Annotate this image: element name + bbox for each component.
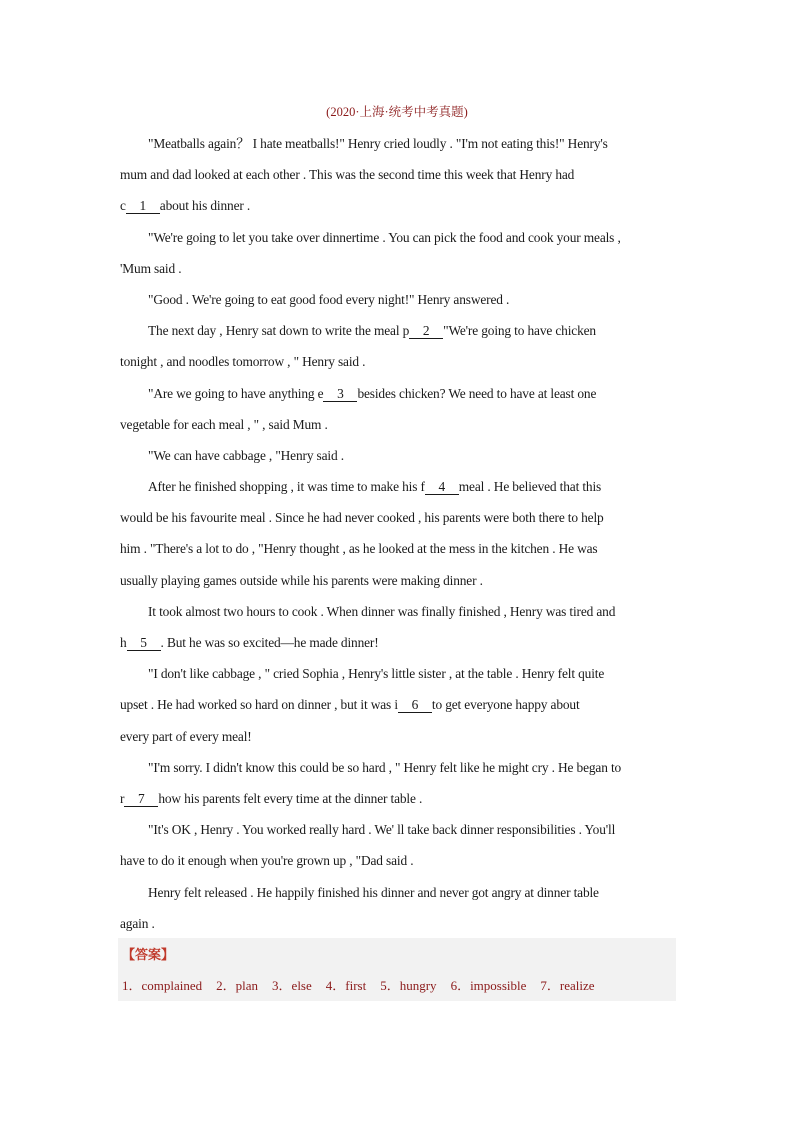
answer-item: 7．realize: [540, 978, 595, 993]
passage-text: upset . He had worked so hard on dinner , but it was i: [120, 697, 398, 713]
passage-line: [120, 814, 676, 845]
passage-line: [120, 440, 676, 471]
answer-item: 6．impossible: [450, 978, 527, 993]
passage-text: "We're going to let you take over dinnertime . You can pick the food and cook your meals ,: [148, 229, 621, 245]
passage-text: The next day , Henry sat down to write the meal p: [148, 323, 410, 339]
passage-line: [120, 533, 676, 564]
passage-text: have to do it enough when you're grown up , "Dad said .: [120, 853, 414, 869]
passage-line: [120, 315, 676, 346]
passage-line: [120, 689, 676, 720]
blank-3: 3: [323, 386, 357, 402]
passage-text: "I don't like cabbage , " cried Sophia , Henry's little sister , at the table . Henry felt quite: [148, 666, 605, 682]
answer-item: 2．plan: [216, 978, 259, 993]
passage-text: every part of every meal!: [120, 728, 252, 744]
passage-line: [120, 502, 676, 533]
source-citation: (2020·上海·统考中考真题): [326, 105, 468, 119]
passage-text: Henry felt released . He happily finished his dinner and never got angry at dinner table: [148, 884, 599, 900]
passage-line: [120, 658, 676, 689]
passage-text: "Meatballs again？ I hate meatballs!" Henry cried loudly . "I'm not eating this!" Henry's: [148, 136, 608, 151]
passage-line: [120, 721, 676, 752]
passage-line: [120, 752, 676, 783]
blank-2: 2: [409, 323, 443, 339]
passage-line: [120, 596, 676, 627]
passage-text: . But he was so excited—he made dinner!: [160, 635, 379, 650]
passage-text: besides chicken? We need to have at least one: [357, 385, 597, 401]
answer-box: [118, 938, 676, 1001]
passage-line: [120, 908, 676, 939]
passage-text: would be his favourite meal . Since he had never cooked , his parents were both there to help: [120, 510, 604, 526]
passage-text: about his dinner .: [159, 198, 251, 214]
passage-text: After he finished shopping , it was time to make his f: [148, 479, 425, 495]
passage-text: 'Mum said .: [120, 260, 182, 276]
passage-text: It took almost two hours to cook . When dinner was finally finished , Henry was tired and: [148, 603, 616, 619]
passage-text: "We can have cabbage , "Henry said .: [148, 447, 344, 463]
passage-text: h: [120, 635, 127, 650]
passage-line: [120, 128, 676, 159]
passage-text: him . "There's a lot to do , "Henry thought , as he looked at the mess in the kitchen . He was: [120, 541, 598, 557]
passage-line: [120, 222, 676, 253]
passage-text: "We're going to have chicken: [443, 323, 596, 339]
passage-text: to get everyone happy about: [431, 697, 580, 713]
passage-text: r: [120, 790, 125, 806]
answer-item: 3．else: [272, 978, 312, 993]
passage-line: [120, 627, 676, 658]
passage-line: [120, 190, 676, 221]
passage-text: "I'm sorry. I didn't know this could be so hard , " Henry felt like he might cry . He began to: [148, 759, 622, 775]
passage-text: mum and dad looked at each other . This was the second time this week that Henry had: [120, 167, 575, 183]
blank-1: 1: [126, 198, 160, 214]
passage-line: [120, 159, 676, 190]
answer-item: 1．complained: [122, 978, 203, 993]
answer-item: 4．first: [325, 978, 367, 993]
passage-line: [120, 783, 676, 814]
blank-7: 7: [124, 791, 158, 807]
passage-line: [120, 346, 676, 377]
passage-text: tonight , and noodles tomorrow , " Henry said .: [120, 354, 366, 370]
passage-text: meal . He believed that this: [458, 479, 602, 495]
passage-line: [120, 845, 676, 876]
blank-4: 4: [425, 479, 459, 495]
passage-line: [120, 378, 676, 409]
passage-text: "Good . We're going to eat good food every night!" Henry answered .: [148, 291, 510, 307]
passage-text: how his parents felt every time at the dinner table .: [158, 790, 423, 806]
answer-list: [122, 977, 609, 995]
answer-item: 5．hungry: [380, 978, 437, 993]
passage-line: [120, 284, 676, 315]
answer-label: 【答案】: [122, 947, 175, 962]
passage-line: [120, 253, 676, 284]
passage: [120, 128, 676, 939]
blank-6: 6: [398, 697, 432, 713]
passage-text: vegetable for each meal , " , said Mum .: [120, 416, 328, 432]
passage-line: [120, 565, 676, 596]
passage-text: "It's OK , Henry . You worked really hard . We' ll take back dinner responsibilities . You'll: [148, 822, 616, 838]
passage-text: again .: [120, 915, 155, 931]
passage-text: c: [120, 198, 126, 214]
passage-text: "Are we going to have anything e: [148, 385, 324, 401]
passage-line: [120, 409, 676, 440]
passage-line: [120, 471, 676, 502]
passage-text: usually playing games outside while his parents were making dinner .: [120, 572, 483, 588]
blank-5: 5: [127, 635, 161, 651]
passage-line: [120, 877, 676, 908]
